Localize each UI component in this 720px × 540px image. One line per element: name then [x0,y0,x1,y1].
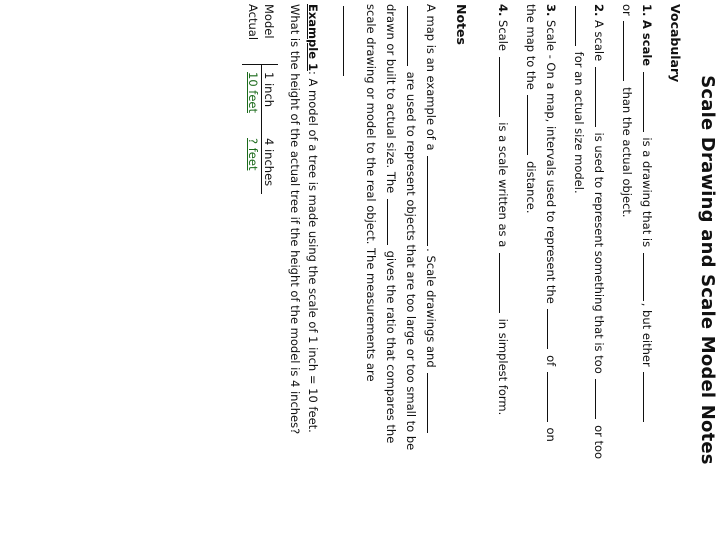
answer-blank [343,6,354,76]
vocab-item-3-line-1: 3. Scale - On a map, intervals used to represent the of on [544,4,558,442]
notes-line-1: A map is an example of a . Scale drawings and [424,4,438,435]
table-cell-actual-1: 10 feet [246,72,260,113]
vocab-item-2-line-1: 2. A scale is used to represent something that is too or too [592,4,606,460]
answer-blank [595,67,606,127]
table-divider-vertical [242,64,278,65]
vocab-item-1-line-2: or than the actual object. [620,4,634,218]
example-label: Example 1 [306,4,320,71]
page-title: Scale Drawing and Scale Model Notes [697,75,718,465]
answer-blank [407,6,418,66]
vocabulary-heading: Vocabulary [668,4,683,83]
answer-blank [499,57,510,117]
vocab-item-3-line-2: the map to the distance. [524,4,538,214]
answer-blank [643,372,654,422]
vocab-item-4: 4. Scale is a scale written as a in simplest form. [496,4,510,416]
notes-line-4: scale drawing or model to the real object. The measurements are [364,4,378,382]
answer-blank [387,199,398,245]
answer-blank [575,6,586,46]
table-cell-model-2: 4 inches [262,138,276,187]
vocab-item-2-line-2: for an actual size model. [572,4,586,194]
answer-blank [643,72,654,132]
notes-line-2: are used to represent objects that are too large or too small to be [404,4,418,450]
answer-blank [427,156,438,246]
answer-blank [499,253,510,313]
answer-blank [527,95,538,155]
answer-blank [427,373,438,433]
table-row-label-model: Model [262,4,276,39]
example-1-line-1: Example 1: A model of a tree is made using the scale of 1 inch = 10 feet. [306,4,320,433]
answer-blank [643,253,654,301]
answer-blank [623,21,634,81]
notes-line-5 [340,4,354,78]
table-cell-model-1: 1 inch [262,72,276,108]
answer-blank [547,309,558,349]
answer-blank [547,372,558,422]
notes-line-3: drawn or built to actual size. The gives the ratio that compares the [384,4,398,444]
notes-heading: Notes [454,4,469,45]
answer-blank [595,379,606,419]
table-row-label-actual: Actual [246,4,260,41]
vocab-item-1-line-1: 1. A scale is a drawing that is , but either [640,4,654,424]
table-cell-actual-2: ? feet [246,138,260,171]
example-1-question: What is the height of the actual tree if the height of the model is 4 inches? [288,4,302,435]
